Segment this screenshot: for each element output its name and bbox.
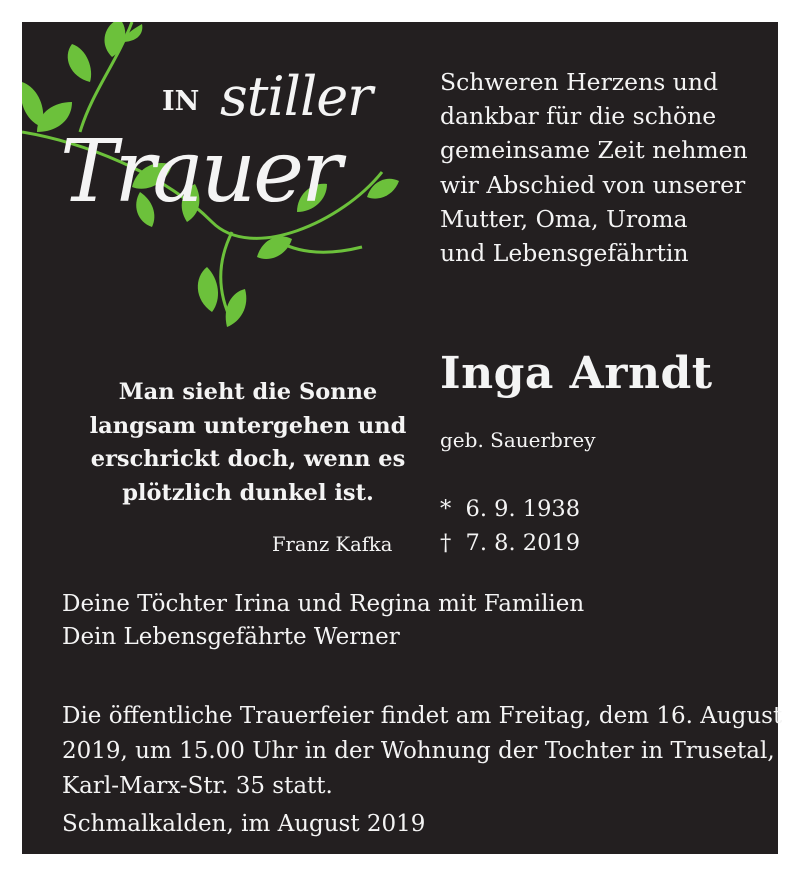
intro-line: wir Abschied von unserer [440, 170, 746, 199]
logo-in-text: IN [162, 86, 200, 117]
funeral-info [62, 699, 782, 804]
intro-line: dankbar für die schöne [440, 102, 717, 131]
mourner-line: Dein Lebensgefährte Werner [62, 624, 400, 650]
birth-name: geb. Sauerbrey [440, 428, 596, 452]
place-date: Schmalkalden, im August 2019 [62, 811, 426, 837]
intro-line: gemeinsame Zeit nehmen [440, 136, 748, 165]
intro-text [440, 65, 748, 270]
mourners-list [62, 588, 584, 654]
funeral-line: Karl-Marx-Str. 35 statt. [62, 773, 333, 799]
quote-author: Franz Kafka [272, 533, 393, 556]
deceased-name: Inga Arndt [440, 348, 713, 399]
funeral-line: 2019, um 15.00 Uhr in der Wohnung der Tochter in Trusetal, [62, 738, 775, 764]
life-dates [440, 492, 580, 560]
logo-stiller-text: stiller [220, 65, 372, 128]
intro-line: Mutter, Oma, Uroma [440, 204, 688, 233]
quote-text: Man sieht die Sonne langsam untergehen und erschrickt doch, wenn es plötzlich dunkel ist. [89, 379, 407, 506]
obituary-card [22, 22, 783, 854]
death-date: † 7. 8. 2019 [440, 530, 581, 556]
funeral-line: Die öffentliche Trauerfeier findet am Freitag, dem 16. August [62, 703, 783, 729]
mourner-line: Deine Töchter Irina und Regina mit Familien [62, 591, 585, 617]
intro-line: Schweren Herzens und [440, 68, 719, 96]
logo-trauer-text: Trauer [60, 122, 340, 222]
intro-line: und Lebensgefährtin [440, 239, 689, 268]
birth-date: * 6. 9. 1938 [440, 496, 581, 522]
